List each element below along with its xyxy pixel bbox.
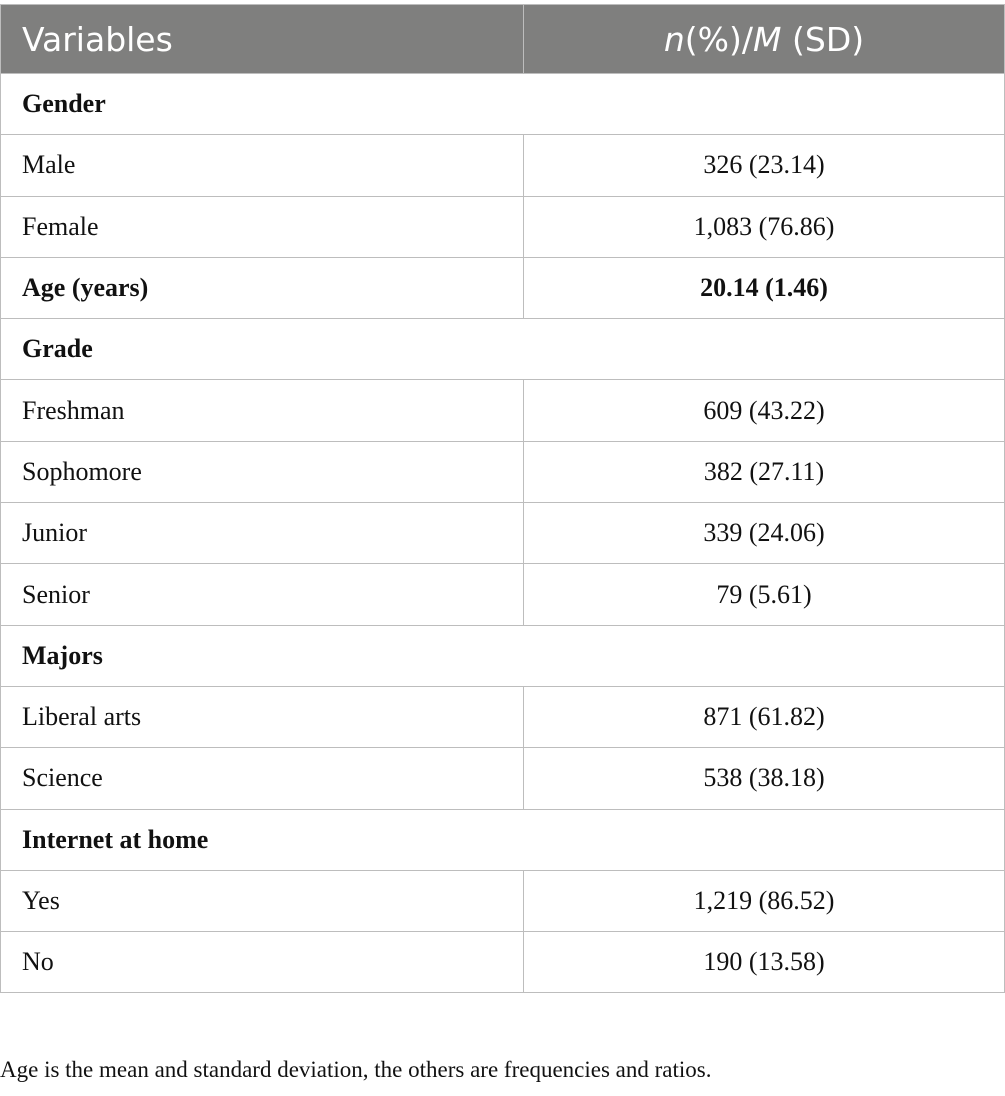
row-value: 20.14 (1.46) <box>524 257 1005 318</box>
row-value: 79 (5.61) <box>524 564 1005 625</box>
group-label: Gender <box>1 74 1005 135</box>
row-value: 1,219 (86.52) <box>524 870 1005 931</box>
row-value: 1,083 (76.86) <box>524 196 1005 257</box>
table-row <box>1 932 1005 993</box>
row-label: Senior <box>1 564 524 625</box>
row-value: 382 (27.11) <box>524 441 1005 502</box>
table-row <box>1 564 1005 625</box>
table-group-row <box>1 319 1005 380</box>
row-value: 609 (43.22) <box>524 380 1005 441</box>
group-label: Majors <box>1 625 1005 686</box>
table-row <box>1 196 1005 257</box>
table-group-row <box>1 257 1005 318</box>
row-label: Freshman <box>1 380 524 441</box>
row-label: Science <box>1 748 524 809</box>
row-label: No <box>1 932 524 993</box>
header-pct: (%)/ <box>684 19 754 59</box>
row-value: 326 (23.14) <box>524 135 1005 196</box>
row-label: Liberal arts <box>1 686 524 747</box>
group-label: Grade <box>1 319 1005 380</box>
table-row <box>1 686 1005 747</box>
table-row <box>1 135 1005 196</box>
row-label: Sophomore <box>1 441 524 502</box>
table-row <box>1 503 1005 564</box>
row-label: Age (years) <box>1 257 524 318</box>
demographics-table <box>0 4 1005 993</box>
header-row <box>1 5 1005 74</box>
table-group-row <box>1 625 1005 686</box>
table-row <box>1 748 1005 809</box>
table-row <box>1 441 1005 502</box>
header-statistic <box>524 5 1005 74</box>
table-footnote: Age is the mean and standard deviation, the others are frequencies and ratios. <box>0 1057 712 1082</box>
header-sd: (SD) <box>781 19 865 59</box>
row-value: 538 (38.18) <box>524 748 1005 809</box>
table-group-row <box>1 74 1005 135</box>
row-label: Junior <box>1 503 524 564</box>
group-label: Internet at home <box>1 809 1005 870</box>
table-row <box>1 870 1005 931</box>
table-body <box>1 74 1005 993</box>
header-n: n <box>663 19 685 59</box>
row-label: Female <box>1 196 524 257</box>
row-label: Male <box>1 135 524 196</box>
header-m: M <box>753 19 782 59</box>
header-variables: Variables <box>1 5 524 74</box>
row-value: 190 (13.58) <box>524 932 1005 993</box>
table-row <box>1 380 1005 441</box>
row-label: Yes <box>1 870 524 931</box>
row-value: 339 (24.06) <box>524 503 1005 564</box>
table-group-row <box>1 809 1005 870</box>
row-value: 871 (61.82) <box>524 686 1005 747</box>
